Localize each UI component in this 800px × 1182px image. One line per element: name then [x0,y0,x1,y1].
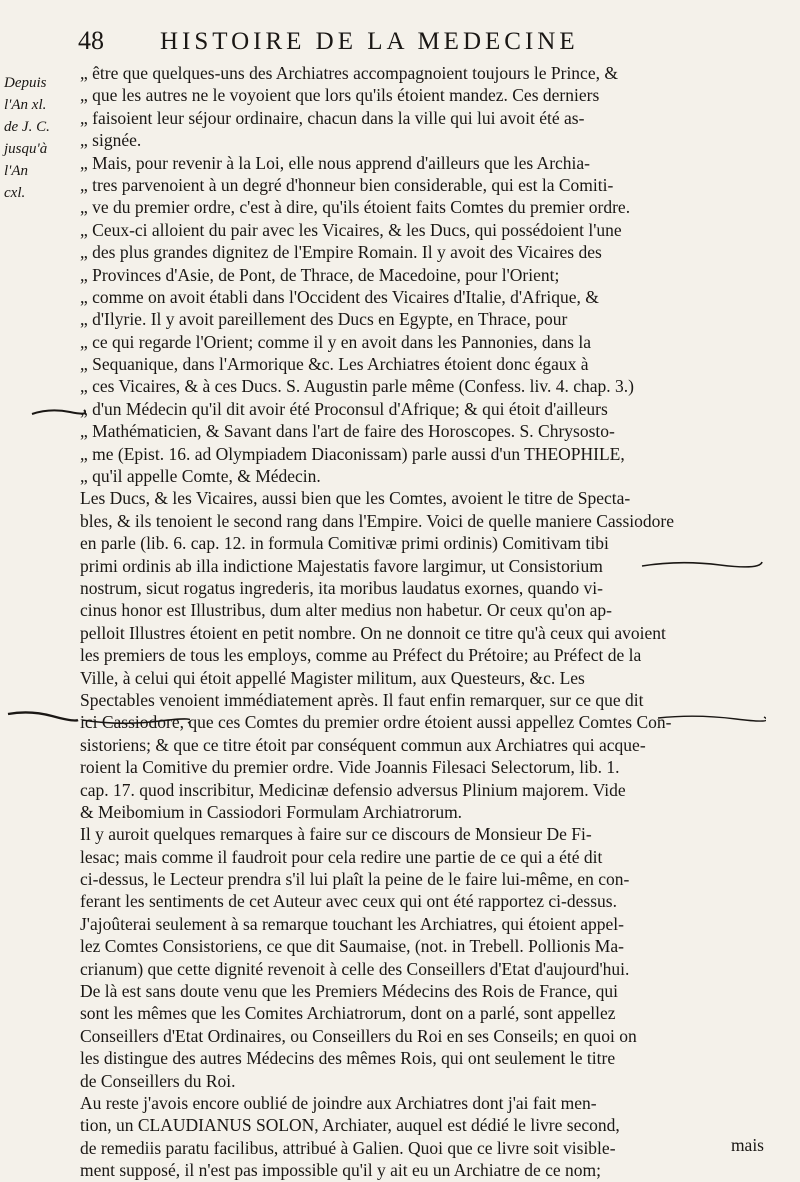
text-line: Au reste j'avois encore oublié de joindre aux Archiatres dont j'ai fait men- [80,1092,597,1113]
margin-note-line: l'An [4,163,29,179]
text-line: les premiers de tous les employs, comme au Préfect du Prétoire; au Préfect de la [80,645,642,666]
text-line: Conseillers d'Etat Ordinaires, ou Conseillers du Roi en ses Conseils; en quoi on [80,1025,637,1046]
text-line: Ville, à celui qui étoit appellé Magister militum, aux Questeurs, &c. Les [80,667,585,688]
text-line: ci-dessus, le Lecteur prendra s'il lui plaît la peine de le faire lui-même, en con- [80,869,630,890]
text-line: ici Cassiodore, que ces Comtes du premier ordre étoient aussi appellez Comtes Con- [80,712,672,733]
pen-stroke-mark [30,400,86,424]
text-line: Les Ducs, & les Vicaires, aussi bien que les Comtes, avoient le titre de Specta- [80,488,631,509]
pen-underline-mark [80,714,190,730]
catchword: mais [730,1135,764,1155]
text-line: „ d'Ilyrie. Il y avoit pareillement des Ducs en Egypte, en Thrace, pour [80,309,568,330]
text-line: bles, & ils tenoient le second rang dans l'Empire. Voici de quelle maniere Cassiodore [80,510,674,531]
text-line: de Conseillers du Roi. [80,1070,236,1091]
margin-note-line: jusqu'à [4,141,48,157]
text-line: primi ordinis ab illa indictione Majestatis favore largimur, ut Consistorium [80,555,603,576]
text-line: „ qu'il appelle Comte, & Médecin. [80,466,321,487]
text-line: cinus honor est Illustribus, dum alter medius non habetur. Or ceux qu'on ap- [80,600,612,621]
text-line: „ me (Epist. 16. ad Olympiadem Diaconissam) parle aussi d'un THEOPHILE, [80,443,625,464]
text-line: „ Mathématicien, & Savant dans l'art de faire des Horoscopes. S. Chrysosto- [80,421,615,442]
text-line: ferant les sentiments de cet Auteur avec ceux qui ont été rapportez ci-dessus. [80,891,617,912]
pen-underline-mark [656,712,766,726]
text-line: „ tres parvenoient à un degré d'honneur bien considerable, qui est la Comiti- [80,174,614,195]
text-line: Il y auroit quelques remarques à faire sur ce discours de Monsieur De Fi- [80,824,592,845]
text-line: en parle (lib. 6. cap. 12. in formula Comitivæ primi ordinis) Comitivam tibi [80,533,609,554]
text-line: „ Ceux-ci alloient du pair avec les Vicaires, & les Ducs, qui possédoient l'une [80,219,622,240]
pen-underline-mark [640,556,764,574]
text-line: „ être que quelques-uns des Archiatres accompagnoient toujours le Prince, & [80,63,618,83]
text-line: „ ces Vicaires, & à ces Ducs. S. Augustin parle même (Confess. liv. 4. chap. 3.) [80,376,634,397]
text-line: roient la Comitive du premier ordre. Vide Joannis Filesaci Selectorum, lib. 1. [80,757,620,778]
text-line: crianum) que cette dignité revenoit à celle des Conseillers d'Etat d'aujourd'hui. [80,958,630,979]
text-line: „ signée. [80,130,142,151]
text-line: „ faisoient leur séjour ordinaire, chacun dans la ville qui lui avoit été as- [80,107,585,128]
body-text [80,62,764,1182]
text-line: J'ajoûterai seulement à sa remarque touchant les Archiatres, qui étoient appel- [80,913,624,934]
text-line: cap. 17. quod inscribitur, Medicinæ defensio adversus Plinium majorem. Vide [80,779,626,800]
text-line: pelloit Illustres étoient en petit nombre. On ne donnoit ce titre qu'à ceux qui avoient [80,622,666,643]
margin-note [4,72,76,204]
margin-note-line: l'An xl. [4,97,47,113]
text-line: sont les mêmes que les Comites Archiatrorum, dont on a parlé, sont appellez [80,1003,616,1024]
text-line: „ Mais, pour revenir à la Loi, elle nous apprend d'ailleurs que les Archia- [80,152,590,173]
text-line: sistoriens; & que ce titre étoit par conséquent commun aux Archiatres qui acque- [80,734,646,755]
text-line: Spectables venoient immédiatement après. Il faut enfin remarquer, sur ce que dit [80,689,644,710]
page-header [78,26,760,60]
running-title: HISTOIRE DE LA MEDECINE [160,28,579,55]
text-line: nostrum, sicut rogatus ingrederis, ita moribus laudatus exornes, quando vi- [80,577,603,598]
text-line: De là est sans doute venu que les Premiers Médecins des Rois de France, qui [80,981,618,1002]
text-line: „ comme on avoit établi dans l'Occident des Vicaires d'Italie, d'Afrique, & [80,286,599,307]
margin-note-line: cxl. [4,185,26,201]
text-line: „ Provinces d'Asie, de Pont, de Thrace, de Macedoine, pour l'Orient; [80,264,560,285]
margin-note-line: de J. C. [4,119,50,135]
pen-stroke-mark [6,704,80,728]
text-line: les distingue des autres Médecins des mêmes Rois, qui ont seulement le titre [80,1048,616,1069]
text-line: „ Sequanique, dans l'Armorique &c. Les Archiatres étoient donc égaux à [80,354,589,375]
text-line: „ que les autres ne le voyoient que lors qu'ils étoient mandez. Ces derniers [80,85,600,106]
text-line: „ ce qui regarde l'Orient; comme il y en avoit dans les Pannonies, dans la [80,331,591,352]
margin-note-line: Depuis [4,75,47,91]
text-line: „ d'un Médecin qu'il dit avoir été Proconsul d'Afrique; & qui étoit d'ailleurs [80,398,608,419]
text-line: & Meibomium in Cassiodori Formulam Archiatrorum. [80,801,463,822]
text-line: „ des plus grandes dignitez de l'Empire Romain. Il y avoit des Vicaires des [80,242,602,263]
page-number: 48 [78,26,104,55]
text-line: tion, un CLAUDIANUS SOLON, Archiater, auquel est dédié le livre second, [80,1115,620,1136]
text-line: ment supposé, il n'est pas impossible qu'il y ait eu un Archiatre de ce nom; [80,1160,602,1181]
text-line: lez Comtes Consistoriens, ce que dit Saumaise, (not. in Trebell. Pollionis Ma- [80,936,624,957]
text-line: de remediis paratu facilibus, attribué à Galien. Quoi que ce livre soit visible- [80,1137,616,1158]
text-line: lesac; mais comme il faudroit pour cela redire une partie de ce qui a été dit [80,846,603,867]
text-line: „ ve du premier ordre, c'est à dire, qu'ils étoient faits Comtes du premier ordre. [80,197,631,218]
